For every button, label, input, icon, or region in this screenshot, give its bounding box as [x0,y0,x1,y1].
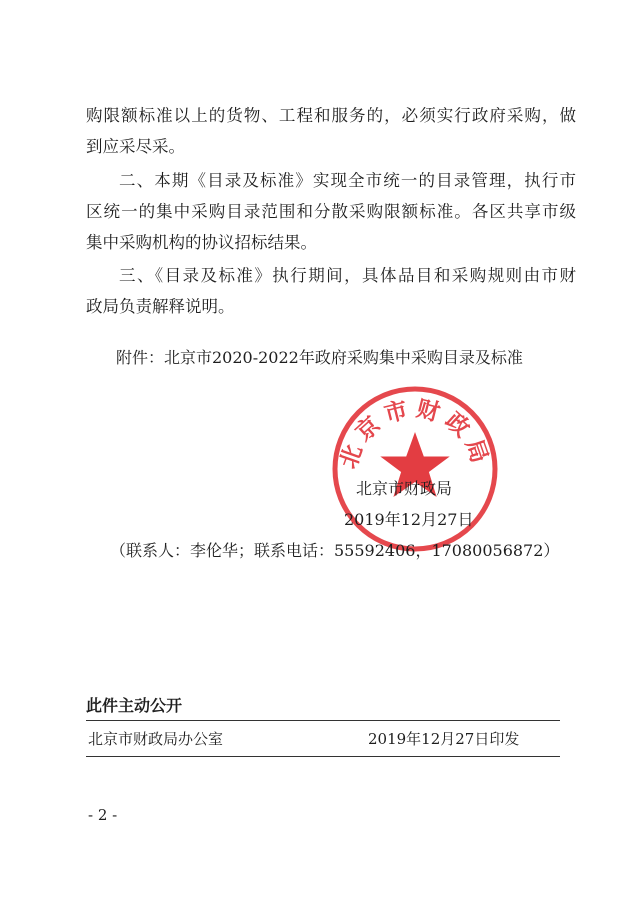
paragraph-1-line-2: 到应采尽采。 [86,137,185,156]
paragraph-2-line-1: 二、本期《目录及标准》实现全市统一的目录管理，执行市 [119,171,576,190]
print-date: 2019年12月27日印发 [368,730,520,748]
footer-top-rule [86,720,560,721]
footer-bottom-rule [86,756,560,757]
paragraph-3-line-2: 政局负责解释说明。 [86,297,235,316]
paragraph-2-line-3: 集中采购机构的协议招标结果。 [86,233,317,252]
paragraph-3-line-1: 三、《目录及标准》执行期间，具体品目和采购规则由市财 [119,266,576,285]
paragraph-1 [86,100,576,162]
seal-text: 北京市财政局 [335,395,495,473]
paragraph-2 [86,165,576,258]
signature-organization: 北京市财政局 [356,479,453,498]
contact-info: （联系人：李伦华；联系电话：55592406，17080056872） [110,541,560,560]
paragraph-3 [86,260,576,322]
page-number: - 2 - [88,806,118,824]
paragraph-1-line-1: 购限额标准以上的货物、工程和服务的，必须实行政府采购，做 [86,106,576,125]
paragraph-2-line-2: 区统一的集中采购目录范围和分散采购限额标准。各区共享市级 [86,202,576,221]
signature-date: 2019年12月27日 [344,510,474,529]
attachment-line: 附件：北京市2020-2022年政府采购集中采购目录及标准 [116,348,523,367]
disclosure-label: 此件主动公开 [86,696,183,715]
issuing-office: 北京市财政局办公室 [88,730,224,748]
